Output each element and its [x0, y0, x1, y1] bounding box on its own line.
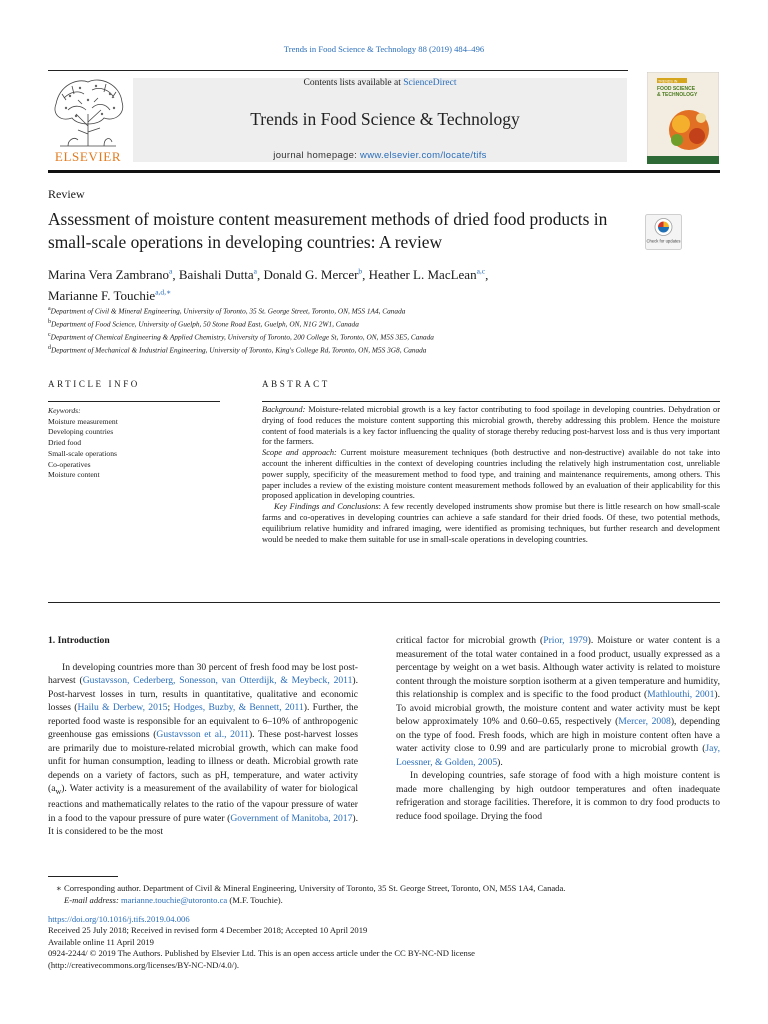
keyword: Small-scale operations: [48, 448, 117, 458]
affiliation: [48, 317, 728, 330]
background-label: Background:: [262, 405, 306, 414]
keyword: Dried food: [48, 438, 82, 448]
abstract-findings: [262, 502, 720, 545]
corresponding-author-note: ∗ Corresponding author. Department of Civil & Mineral Engineering, University of Toronto, 35 St. George Street, Toronto, ON, M5S 1A4, Canada.: [56, 883, 566, 893]
author-separator: ,: [362, 267, 369, 283]
license-url[interactable]: (http://creativecommons.org/licenses/BY-NC-ND/4.0/).: [48, 959, 240, 970]
paragraph-text: ), depending on the type of food. Fresh foods, which are high in moisture content often have a water activity close to 0.99 and are particularly prone to microbial growth (: [396, 716, 720, 754]
email-label: E-mail address:: [64, 895, 119, 906]
affiliation-text: Department of Food Science, University of Guelph, 50 Stone Road East, Guelph, ON, N1G 2W1, Canada: [51, 319, 359, 329]
affiliation: [48, 343, 728, 356]
keywords-block: [48, 406, 220, 481]
abstract-scope: [262, 448, 720, 502]
author-name: Marina Vera Zambrano: [48, 267, 170, 283]
paragraph-text: ). To avoid microbial growth, the moisture content and water activity must be kept below approximately 10% and 0.60–0.65, respectively (: [396, 689, 720, 727]
journal-cover-image[interactable]: [647, 72, 719, 164]
email-link[interactable]: marianne.touchie@utoronto.ca: [120, 895, 228, 906]
cover-title-line1: FOOD SCIENCE: [657, 86, 696, 92]
paragraph-text: ).: [497, 756, 503, 768]
abstract-rule: [262, 401, 720, 402]
affiliation-marker: d: [48, 345, 51, 352]
homepage-prefix: journal homepage:: [273, 150, 361, 161]
citation-link[interactable]: Hailu & Derbew, 2015: [77, 702, 168, 713]
author-separator: ,: [172, 267, 179, 283]
scope-label: Scope and approach:: [262, 448, 337, 458]
citation-link[interactable]: Jay, Loessner, & Golden, 2005: [396, 743, 720, 768]
paragraph-text: ). Post-harvest losses in turn, results in quantitative, qualitative and economic losses (: [48, 675, 358, 713]
paragraph-text: ). Water activity is a measurement of the availability of water for biological reactions and mathematically relates to the ratio of the vapour pressure of water in a food to the vapour pressure of pure water (: [48, 783, 358, 824]
affiliation-marker: c: [48, 332, 51, 339]
check-for-updates-badge[interactable]: [645, 214, 682, 250]
citation-link[interactable]: Prior, 1979: [543, 635, 588, 646]
keyword: Developing countries: [48, 427, 114, 437]
header-top-rule: [48, 70, 628, 71]
citation-link[interactable]: Mathlouthi, 2001: [647, 689, 715, 700]
elsevier-wordmark: ELSEVIER: [54, 149, 122, 164]
journal-reference[interactable]: Trends in Food Science & Technology 88 (2019) 484–496: [283, 44, 485, 54]
citation-link[interactable]: Gustavsson et al., 2011: [156, 729, 249, 740]
article-type: Review: [48, 187, 85, 201]
footnote-rule: [48, 876, 118, 877]
affiliations: [48, 304, 728, 356]
available-online: Available online 11 April 2019: [48, 936, 154, 947]
findings-label: Key Findings and Conclusions: [274, 502, 379, 512]
author-affil-marker[interactable]: a: [253, 267, 257, 276]
author-affil-marker[interactable]: a,d,∗: [155, 287, 172, 297]
paragraph-text: critical factor for microbial growth (: [396, 635, 544, 646]
citation-link[interactable]: Government of Manitoba, 2017: [230, 812, 353, 824]
sciencedirect-link[interactable]: ScienceDirect: [403, 78, 457, 88]
affiliation-marker: a: [48, 306, 51, 312]
journal-title: Trends in Food Science & Technology: [250, 109, 520, 129]
author-name: Heather L. MacLean: [368, 267, 477, 283]
abstract-body: [262, 405, 720, 545]
article-info-heading: ARTICLE INFO: [48, 379, 140, 389]
author-separator: ,: [256, 267, 264, 283]
article-info-rule: [48, 401, 220, 402]
citation-link[interactable]: Gustavsson, Cederberg, Sonesson, van Otterdijk, & Meybeck, 2011: [82, 675, 353, 686]
journal-homepage-line: [133, 150, 627, 161]
affiliation-marker: b: [48, 319, 51, 326]
affiliation: [48, 304, 728, 317]
body-column-right: [396, 634, 720, 823]
author[interactable]: [369, 267, 485, 282]
keyword: Moisture measurement: [48, 416, 118, 426]
affiliation-text: Department of Civil & Mineral Engineering, University of Toronto, 35 St. George Street, Toronto, ON, M5S 1A4, Canada: [50, 306, 406, 316]
author[interactable]: [48, 288, 171, 303]
paragraph-text: ). It is considered to be the most: [48, 812, 358, 838]
contents-prefix: Contents lists available at: [303, 78, 404, 88]
paragraph-text: ;: [167, 702, 174, 713]
abstract-background: [262, 405, 720, 448]
affiliation-text: Department of Mechanical & Industrial Engineering, University of Toronto, King's College Rd, Toronto, ON, M5S 3G8, Canada: [51, 345, 427, 355]
abstract-heading: ABSTRACT: [262, 379, 330, 389]
section-heading: 1. Introduction: [48, 635, 110, 646]
homepage-link[interactable]: www.elsevier.com/locate/tifs: [360, 150, 487, 161]
check-updates-label: Check for updates: [646, 238, 681, 244]
intro-paragraph-3: In developing countries, safe storage of food with a high moisture content is made more challenging by high outdoor temperatures and often inadequate refrigeration and storage facilities. Therefore, it is common to dry food products to reduce food spoilage. Drying the food: [396, 770, 720, 822]
copyright-line: 0924-2244/ © 2019 The Authors. Published by Elsevier Ltd. This is an open access article under the CC BY-NC-ND license: [48, 948, 475, 959]
email-suffix: (M.F. Touchie).: [227, 895, 283, 906]
keywords-label: Keywords:: [48, 406, 81, 415]
findings-text: : A few recently developed instruments show promise but there is little research on how small-scale farms and co-operatives in developing countries can achieve a safe standard for their dried foods. Of these, two potential methods, equilibrium relative humidity and infrared imaging, were identified as promising techniques, but further research and development would be needed to make them suitable for use in small-scale operations in developing countries.: [262, 502, 720, 544]
citation-link[interactable]: Mercer, 2008: [618, 716, 671, 727]
email-line: [48, 894, 720, 906]
author-name: Donald G. Mercer: [263, 267, 359, 283]
author-list: [48, 263, 628, 304]
affiliation: [48, 330, 728, 343]
doi-link[interactable]: https://doi.org/10.1016/j.tifs.2019.04.006: [48, 914, 190, 924]
contents-availability-line: [133, 78, 627, 88]
author-name: Baishali Dutta: [178, 267, 254, 283]
footnotes: [48, 882, 720, 907]
author-separator: ,: [485, 267, 489, 283]
keyword: Moisture content: [48, 470, 100, 480]
author[interactable]: [263, 267, 362, 282]
intro-paragraph-1: [48, 661, 358, 839]
author-affil-marker[interactable]: b: [358, 267, 363, 276]
paragraph-text: In developing countries more than 30 percent of fresh food may be lost post-harvest (: [48, 661, 358, 686]
paragraph-text: ). Further, the reported food waste is responsible for an equivalent to 6–10% of anthropogenic greenhouse gas emissions (: [48, 702, 358, 740]
cover-tag: TRENDS IN: [658, 79, 678, 84]
author-name: Marianne F. Touchie: [48, 287, 156, 303]
keyword: Co-operatives: [48, 459, 91, 469]
author-affil-marker[interactable]: a,c: [476, 267, 486, 276]
author[interactable]: [179, 267, 257, 282]
affiliation-text: Department of Chemical Engineering & Applied Chemistry, University of Toronto, 200 College St, Toronto, ON, M5S 3E5, Canada: [50, 332, 434, 342]
citation-link[interactable]: Hodges, Buzby, & Bennett, 2011: [173, 702, 304, 713]
article-metadata: [48, 914, 720, 971]
abstract-bottom-rule: [48, 602, 720, 603]
article-title: Assessment of moisture content measurement methods of dried food products in small-scale operations in developing countries: A review: [48, 209, 608, 252]
paragraph-text: ). Moisture or water content is a measurement of the total water contained in a food product, usually expressed as a percentage by weight on a wet basis. Although water activity is related to moisture content through the moisture sorption isotherm at a given temperature and humidity, this relationship is complex and is specific to the food product (: [396, 635, 720, 700]
body-column-left: [48, 634, 358, 839]
background-text: Moisture-related microbial growth is a key factor contributing to food spoilage in developing countries. Dehydration or drying of food reduces the moisture content supporting this microbial growth, thereby addressing this problem. Hence the moisture content of food materials is a key factor influencing the quality of storage thereby reducing post-harvest loss and is thus very important for the farmers.: [262, 405, 720, 447]
intro-paragraph-2: [396, 634, 720, 769]
cover-title-line2: & TECHNOLOGY: [657, 92, 698, 98]
scope-text: Current moisture measurement techniques (both destructive and non-destructive) available do not take into account the inherent difficulties in the context of developing countries including the relatively high instrumentation cost, unreliable power supply, specificity of the measurement method to food type, and training and maintenance requirements, among others. This paper includes a review of the existing moisture content measurement methods followed by an evaluation of their applicability for this proposed application in developing countries.: [262, 448, 721, 501]
paragraph-text: w: [55, 786, 62, 796]
author[interactable]: [48, 267, 172, 282]
author-affil-marker[interactable]: a: [169, 267, 173, 276]
received-dates: Received 25 July 2018; Received in revised form 4 December 2018; Accepted 10 April 2019: [48, 925, 368, 936]
header-bottom-rule: [48, 170, 720, 173]
paragraph-text: ). These post-harvest losses are primarily due to moisture-related microbial growth, which can make food unfit for human consumption, leading to illness or death. Microbial growth rate depends on a variety of factors, such as pH, temperature, and water activity (a: [48, 729, 358, 794]
